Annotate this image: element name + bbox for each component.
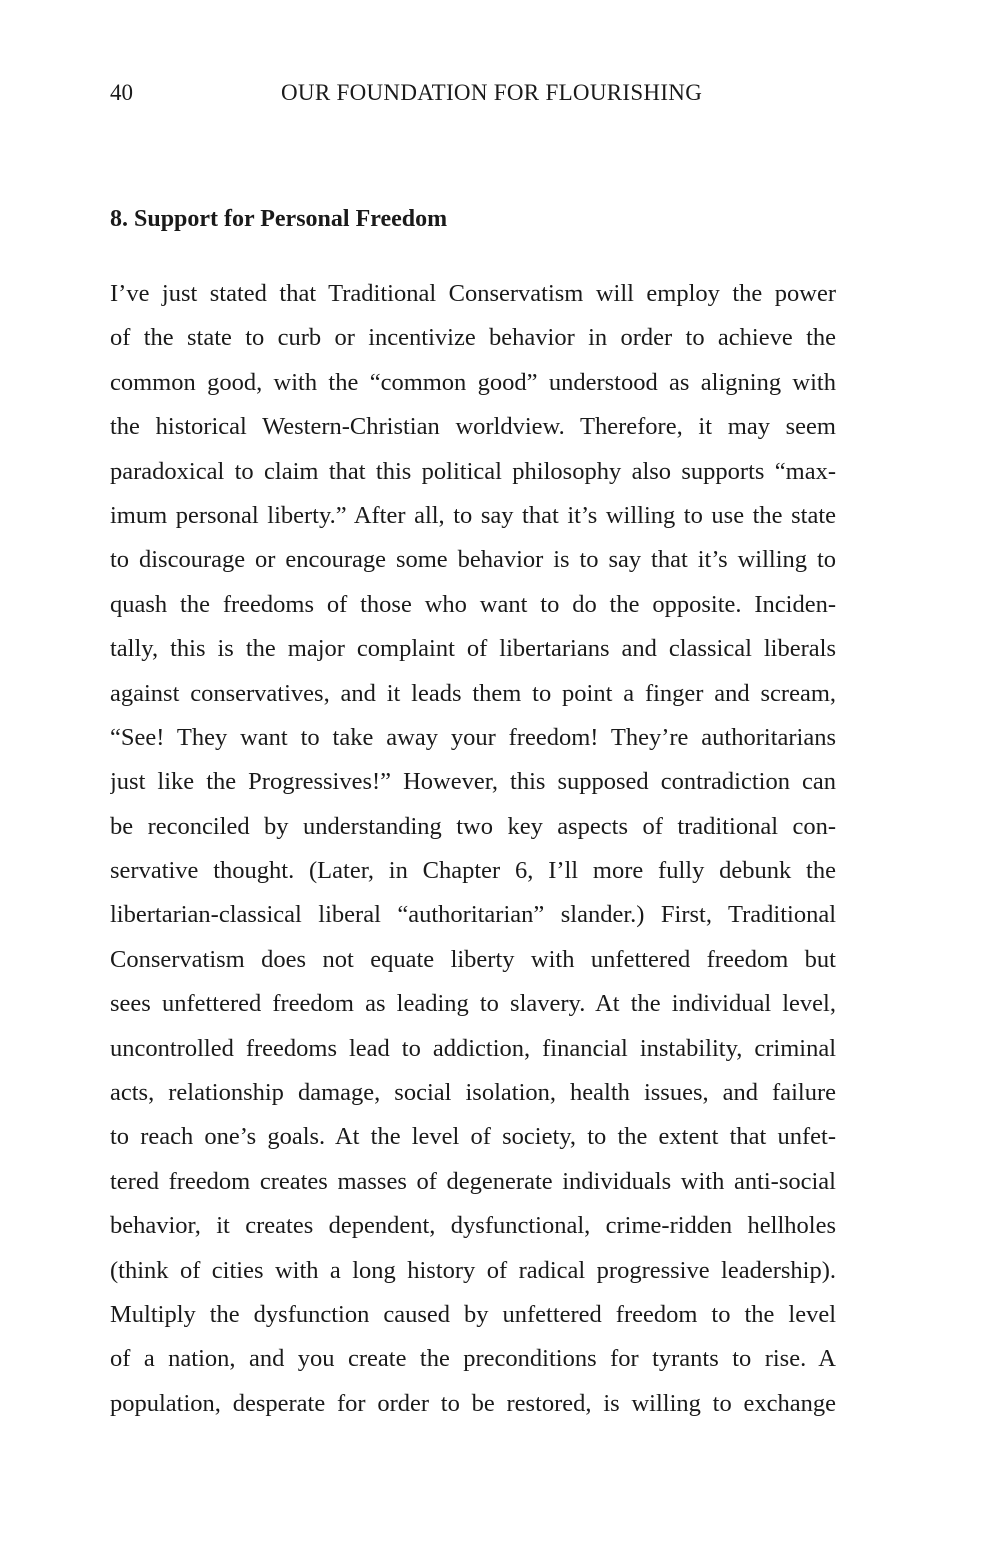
body-paragraph [110, 272, 836, 1426]
text-line: tered freedom creates masses of degenerate individuals with anti-social [110, 1167, 836, 1195]
text-line: Multiply the dysfunction caused by unfettered freedom to the level [110, 1300, 836, 1328]
page-header [110, 80, 836, 110]
page-number: 40 [110, 80, 133, 105]
text-line: of the state to curb or incentivize behavior in order to achieve the [110, 324, 836, 352]
text-line: common good, with the “common good” understood as aligning with [110, 368, 836, 396]
text-line: servative thought. (Later, in Chapter 6, I’ll more fully debunk the [110, 857, 836, 885]
text-line: I’ve just stated that Traditional Conservatism will employ the power [110, 280, 836, 307]
text-line: against conservatives, and it leads them to point a finger and scream, [110, 679, 836, 707]
text-line: (think of cities with a long history of radical progressive leadership). [110, 1256, 836, 1284]
text-line: “See! They want to take away your freedom! They’re authoritarians [110, 723, 836, 751]
text-line: tally, this is the major complaint of libertarians and classical liberals [110, 635, 836, 663]
text-line: quash the freedoms of those who want to do the opposite. Inciden- [110, 590, 836, 618]
section-heading: 8. Support for Personal Freedom [110, 206, 448, 232]
text-line: acts, relationship damage, social isolation, health issues, and failure [110, 1079, 836, 1107]
text-line: of a nation, and you create the preconditions for tyrants to rise. A [110, 1345, 836, 1373]
text-line: population, desperate for order to be restored, is willing to exchange [110, 1389, 836, 1417]
text-line: libertarian-classical liberal “authoritarian” slander.) First, Traditional [110, 901, 836, 929]
text-line: sees unfettered freedom as leading to slavery. At the individual level, [110, 990, 836, 1018]
text-line: be reconciled by understanding two key aspects of traditional con- [110, 812, 836, 840]
text-line: the historical Western-Christian worldview. Therefore, it may seem [110, 413, 836, 441]
running-title: OUR FOUNDATION FOR FLOURISHING [281, 80, 703, 105]
text-line: uncontrolled freedoms lead to addiction, financial instability, criminal [110, 1034, 836, 1062]
text-line: to discourage or encourage some behavior is to say that it’s willing to [110, 546, 836, 574]
text-line: imum personal liberty.” After all, to say that it’s willing to use the state [110, 501, 836, 529]
text-line: just like the Progressives!” However, this supposed contradiction can [110, 768, 836, 796]
text-line: behavior, it creates dependent, dysfunctional, crime-ridden hellholes [110, 1212, 836, 1240]
text-line: Conservatism does not equate liberty with unfettered freedom but [110, 945, 836, 973]
text-line: paradoxical to claim that this political philosophy also supports “max- [110, 457, 836, 485]
text-line: to reach one’s goals. At the level of society, to the extent that unfet- [110, 1123, 836, 1151]
